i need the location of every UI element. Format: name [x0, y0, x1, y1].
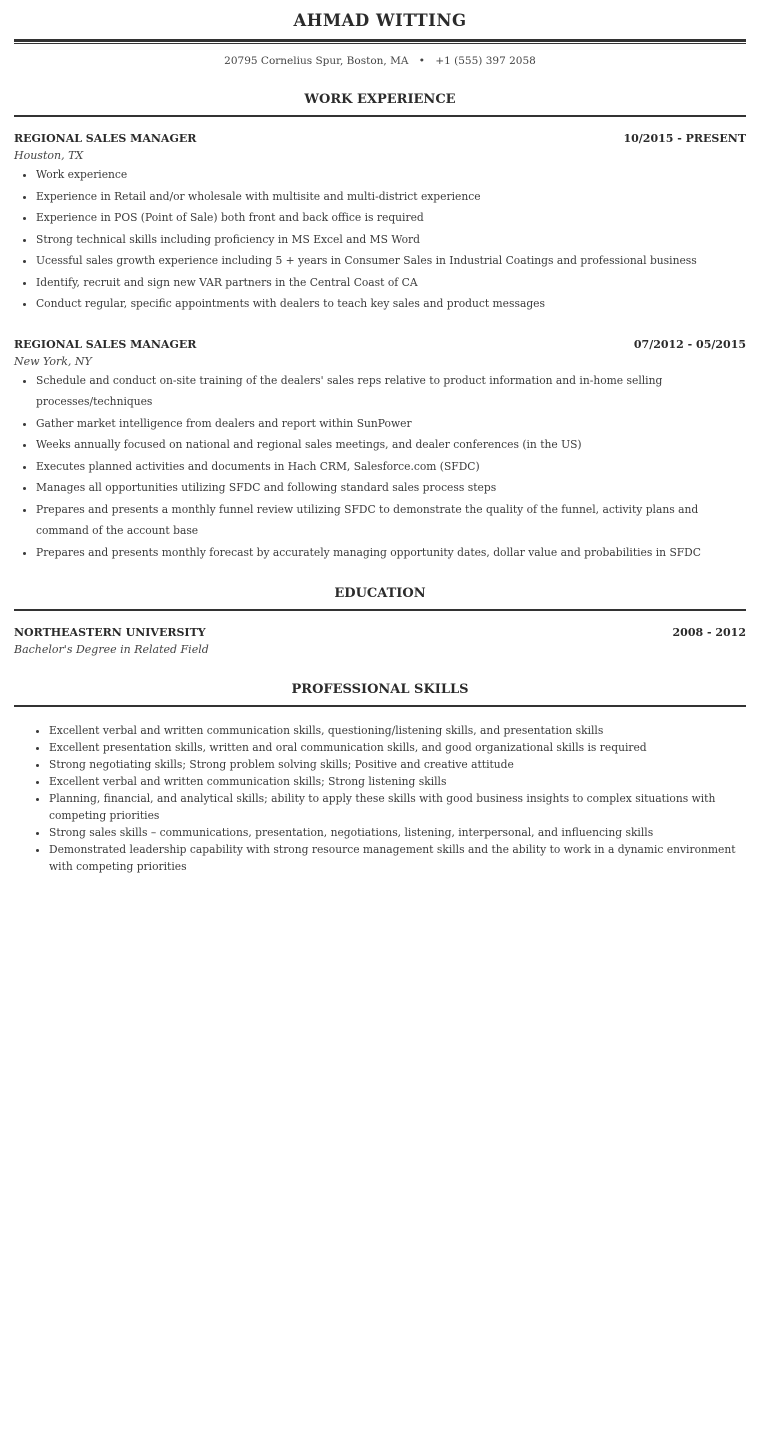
contact-separator: •: [418, 55, 425, 67]
job-entry: [14, 131, 746, 315]
job-dates: 10/2015 - PRESENT: [623, 132, 746, 145]
resume-sheet: [14, 0, 746, 875]
job-bullet: • Prepares and presents monthly forecast by accurately managing opportunity dates, dollar value and probabilities in SFDC: [36, 542, 746, 564]
education-header: [14, 625, 746, 641]
job-bullet: • Ucessful sales growth experience including 5 + years in Consumer Sales in Industrial Coatings and professional business: [36, 250, 746, 272]
section-divider: [14, 115, 746, 117]
skills-list: [14, 722, 746, 875]
job-bullets: [14, 370, 746, 564]
job-bullet: • Experience in POS (Point of Sale) both front and back office is required: [36, 207, 746, 229]
job-title: REGIONAL SALES MANAGER: [14, 132, 197, 145]
job-bullet: • Strong technical skills including proficiency in MS Excel and MS Word: [36, 229, 746, 251]
job-bullet: • Prepares and presents a monthly funnel review utilizing SFDC to demonstrate the quality of the funnel, activity plans and command of the account base: [36, 499, 746, 542]
job-bullet: • Gather market intelligence from dealers and report within SunPower: [36, 413, 746, 435]
school-name: NORTHEASTERN UNIVERSITY: [14, 626, 206, 639]
skill-item: • Excellent verbal and written communication skills; Strong listening skills: [49, 773, 746, 790]
job-entry: [14, 337, 746, 564]
contact-line: [14, 53, 746, 69]
job-title: REGIONAL SALES MANAGER: [14, 337, 197, 351]
education-entry: [14, 625, 746, 658]
skill-item: • Excellent presentation skills, written and oral communication skills, and good organizational skills is required: [49, 739, 746, 756]
job-bullets: [14, 164, 746, 315]
skill-item: • Planning, financial, and analytical skills; ability to apply these skills with good business insights to complex situations with competing priorities: [49, 790, 746, 824]
education-dates: 2008 - 2012: [672, 626, 746, 639]
job-bullet: • Identify, recruit and sign new VAR partners in the Central Coast of CA: [36, 272, 746, 294]
job-bullet: • Weeks annually focused on national and regional sales meetings, and dealer conferences (in the US): [36, 434, 746, 456]
education-section: [14, 585, 746, 658]
job-location: Houston, TX: [14, 149, 84, 162]
address: 20795 Cornelius Spur, Boston, MA: [224, 55, 409, 67]
skill-item: • Strong sales skills – communications, presentation, negotiations, listening, interpersonal, and influencing skills: [49, 824, 746, 841]
section-title-work: WORK EXPERIENCE: [304, 92, 456, 107]
candidate-name: AHMAD WITTING: [293, 11, 467, 30]
job-header: [14, 131, 746, 147]
phone: +1 (555) 397 2058: [435, 55, 536, 67]
job-header: [14, 337, 746, 353]
job-bullet: • Schedule and conduct on-site training of the dealers' sales reps relative to product information and in-home selling processes/techniques: [36, 370, 746, 413]
job-location: New York, NY: [14, 354, 92, 368]
section-title-education: EDUCATION: [334, 586, 426, 601]
job-bullet: • Executes planned activities and documents in Hach CRM, Salesforce.com (SFDC): [36, 456, 746, 478]
degree: Bachelor's Degree in Related Field: [14, 643, 209, 656]
skills-section: [14, 681, 746, 875]
job-bullet: • Work experience: [36, 164, 746, 186]
skill-item: • Demonstrated leadership capability with strong resource management skills and the ability to work in a dynamic environment with competing priorities: [49, 841, 746, 875]
job-dates: 07/2012 - 05/2015: [633, 337, 746, 351]
skill-item: • Strong negotiating skills; Strong problem solving skills; Positive and creative attitude: [49, 756, 746, 773]
job-bullet: • Manages all opportunities utilizing SFDC and following standard sales process steps: [36, 477, 746, 499]
section-divider: [14, 609, 746, 611]
work-experience-section: [14, 91, 746, 563]
section-divider: [14, 705, 746, 707]
header-divider: [14, 39, 746, 44]
section-title-skills: PROFESSIONAL SKILLS: [291, 682, 469, 697]
job-bullet: • Conduct regular, specific appointments with dealers to teach key sales and product messages: [36, 293, 746, 315]
skill-item: • Excellent verbal and written communication skills, questioning/listening skills, and presentation skills: [49, 722, 746, 739]
job-bullet: • Experience in Retail and/or wholesale with multisite and multi-district experience: [36, 186, 746, 208]
